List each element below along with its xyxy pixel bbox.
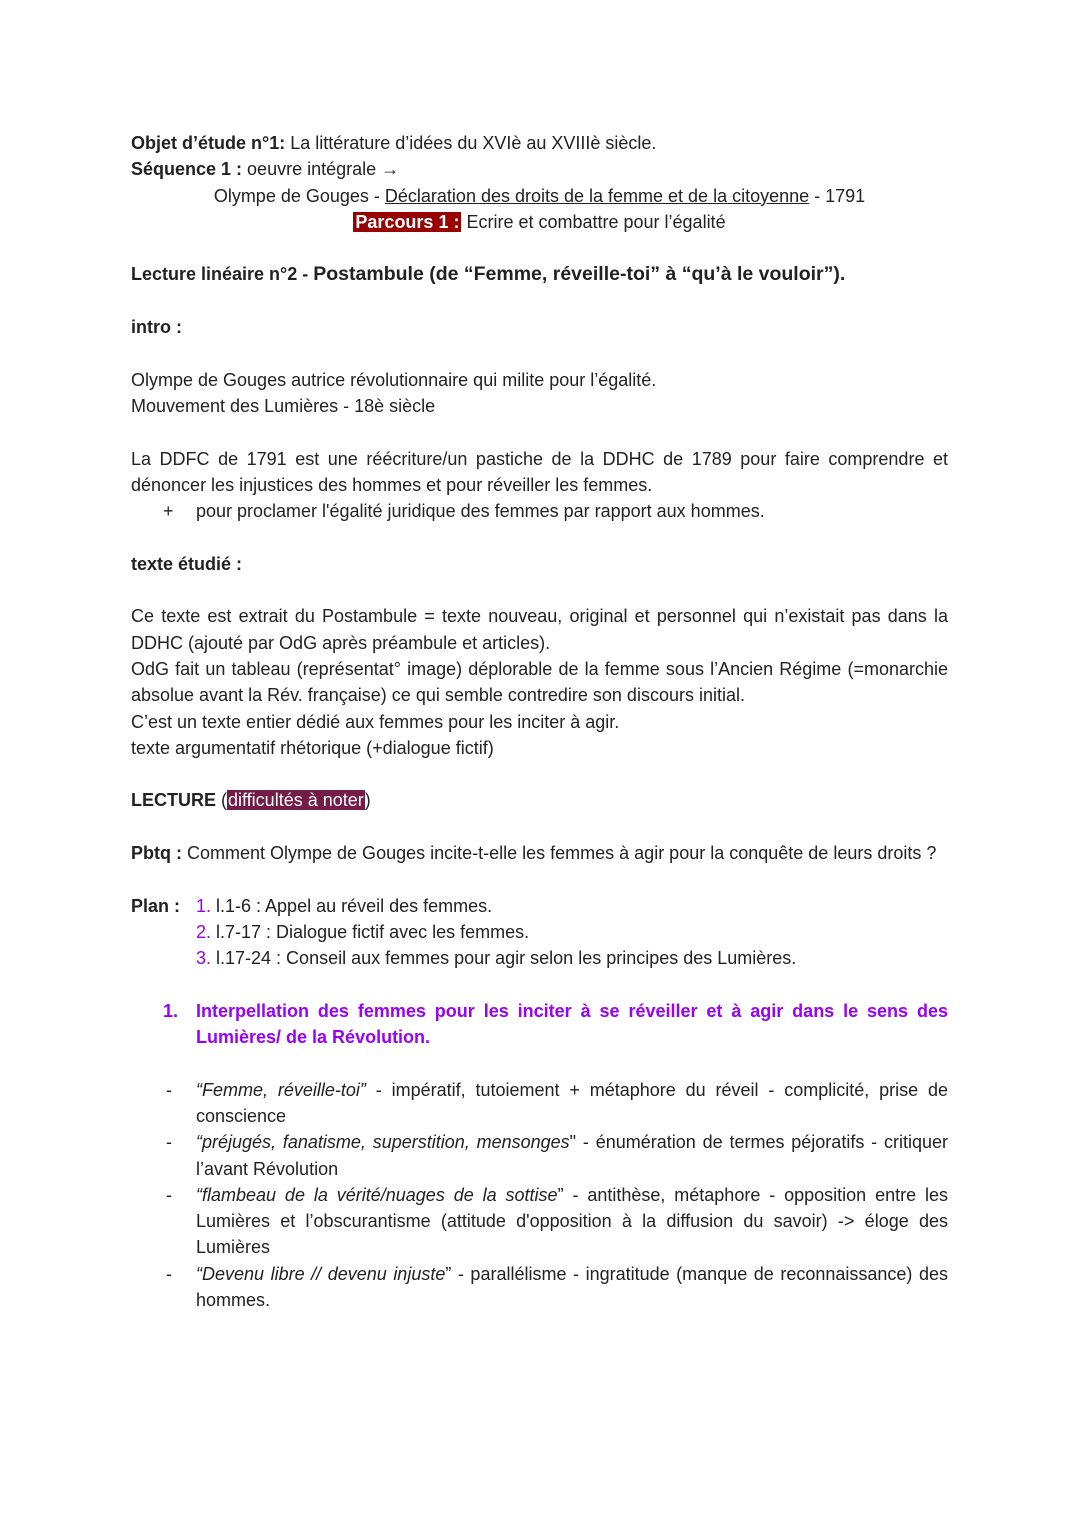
plan-items bbox=[196, 893, 796, 972]
plan-label: Plan : bbox=[131, 895, 181, 916]
bullet-quote: “préjugés, fanatisme, superstition, mensonges bbox=[196, 1132, 570, 1153]
intro-line-2: Mouvement des Lumières - 18è siècle bbox=[131, 395, 436, 416]
bullet-text: " - énumération de termes péjoratifs - critiquer l’avant Révolution bbox=[196, 1132, 948, 1179]
section-1-number: 1. bbox=[163, 1000, 179, 1021]
sequence-line bbox=[131, 156, 948, 182]
sequence-label: Séquence 1 : bbox=[131, 159, 243, 180]
work-year: - 1791 bbox=[809, 185, 866, 206]
analysis-bullet bbox=[131, 1077, 948, 1130]
intro-heading: intro : bbox=[131, 317, 182, 338]
plan-block bbox=[131, 893, 948, 972]
lecture-note-open: ( bbox=[216, 790, 227, 811]
intro-line-1: Olympe de Gouges autrice révolutionnaire qui milite pour l’égalité. bbox=[131, 369, 657, 390]
texte-paragraph-2: OdG fait un tableau (représentat° image) déplorable de la femme sous l’Ancien Régime (=monarchie absolue avant la Rév. française) ce qui semble contredire son discours initial. bbox=[131, 658, 948, 706]
bullet-text: - impératif, tutoiement + métaphore du réveil - complicité, prise de conscience bbox=[196, 1079, 949, 1126]
plan-item-text: l.7-17 : Dialogue fictif avec les femmes. bbox=[211, 921, 530, 942]
bullet-marker: - bbox=[166, 1263, 172, 1284]
bullet-quote: “Femme, réveille-toi” bbox=[196, 1079, 366, 1100]
bullet-marker: - bbox=[166, 1132, 172, 1153]
work-author: Olympe de Gouges - bbox=[213, 185, 385, 206]
pbtq-label: Pbtq : bbox=[131, 843, 182, 864]
plan-item bbox=[196, 919, 796, 945]
texte-heading: texte étudié : bbox=[131, 553, 243, 574]
texte-paragraph-1: Ce texte est extrait du Postambule = texte nouveau, original et personnel qui n’existait pas dans la DDHC (ajouté par OdG après préambule et articles). bbox=[131, 606, 948, 653]
plan-item bbox=[196, 945, 796, 971]
bullet-quote: “Devenu libre // devenu injuste bbox=[196, 1263, 446, 1284]
plan-item-text: l.1-6 : Appel au réveil des femmes. bbox=[211, 895, 493, 916]
sequence-text: oeuvre intégrale → bbox=[242, 159, 400, 180]
plan-item-number: 3. bbox=[196, 948, 212, 969]
plan-item-number: 1. bbox=[196, 895, 212, 916]
work-title: Déclaration des droits de la femme et de la citoyenne bbox=[384, 185, 810, 206]
lecture-note-close: ) bbox=[364, 790, 371, 811]
document-content bbox=[131, 130, 948, 1313]
lecture-heading bbox=[131, 261, 948, 287]
plan-item bbox=[196, 893, 796, 919]
analysis-bullet bbox=[131, 1129, 948, 1182]
intro-plus-item bbox=[131, 498, 948, 524]
lecture-note-line bbox=[131, 787, 948, 813]
objet-label: Objet d’étude n°1: bbox=[131, 133, 286, 153]
work-line bbox=[131, 183, 948, 209]
texte-paragraph-3: C’est un texte entier dédié aux femmes pour les inciter à agir. bbox=[131, 711, 620, 732]
analysis-bullet bbox=[131, 1182, 948, 1261]
bullet-quote: “flambeau de la vérité/nuages de la sottise bbox=[196, 1184, 558, 1205]
pbtq-paragraph bbox=[131, 840, 948, 866]
objet-line bbox=[131, 130, 948, 156]
plan-item-text: l.17-24 : Conseil aux femmes pour agir selon les principes des Lumières. bbox=[211, 948, 797, 969]
parcours-line bbox=[131, 209, 948, 235]
bullet-marker: - bbox=[166, 1079, 172, 1100]
section-1-title: Interpellation des femmes pour les inciter à se réveiller et à agir dans le sens des Lumières/ de la Révolution. bbox=[196, 1000, 948, 1048]
analysis-bullet bbox=[131, 1261, 948, 1314]
plus-text: pour proclamer l'égalité juridique des femmes par rapport aux hommes. bbox=[196, 501, 765, 522]
lecture-note-highlight: difficultés à noter bbox=[228, 790, 364, 811]
intro-paragraph: La DDFC de 1791 est une réécriture/un pastiche de la DDHC de 1789 pour faire comprendre et dénoncer les injustices des hommes et pour réveiller les femmes. bbox=[131, 448, 948, 495]
bullet-marker: - bbox=[166, 1184, 172, 1205]
lecture-label: Lecture linéaire n°2 - bbox=[131, 264, 314, 285]
section-1-heading bbox=[131, 998, 948, 1051]
pbtq-text: Comment Olympe de Gouges incite-t-elle les femmes à agir pour la conquête de leurs droits ? bbox=[182, 843, 937, 864]
texte-paragraph-4: texte argumentatif rhétorique (+dialogue fictif) bbox=[131, 737, 494, 758]
bullet-text: ” - parallélisme - ingratitude (manque de reconnaissance) des hommes. bbox=[196, 1263, 948, 1311]
bullet-text: ” - antithèse, métaphore - opposition entre les Lumières et l’obscurantisme (attitude d'opposition à la diffusion du savoir) -> éloge des Lumières bbox=[196, 1184, 949, 1258]
plan-item-number: 2. bbox=[196, 921, 212, 942]
parcours-label: Parcours 1 : bbox=[355, 211, 460, 232]
plus-marker: + bbox=[163, 501, 174, 522]
lecture-title: Postambule (de “Femme, réveille-toi” à “qu’à le vouloir”). bbox=[313, 263, 846, 286]
lecture-note-label: LECTURE bbox=[131, 790, 216, 811]
parcours-text: Ecrire et combattre pour l’égalité bbox=[461, 211, 726, 232]
objet-text: La littérature d’idées du XVIè au XVIIIè siècle. bbox=[285, 133, 657, 153]
